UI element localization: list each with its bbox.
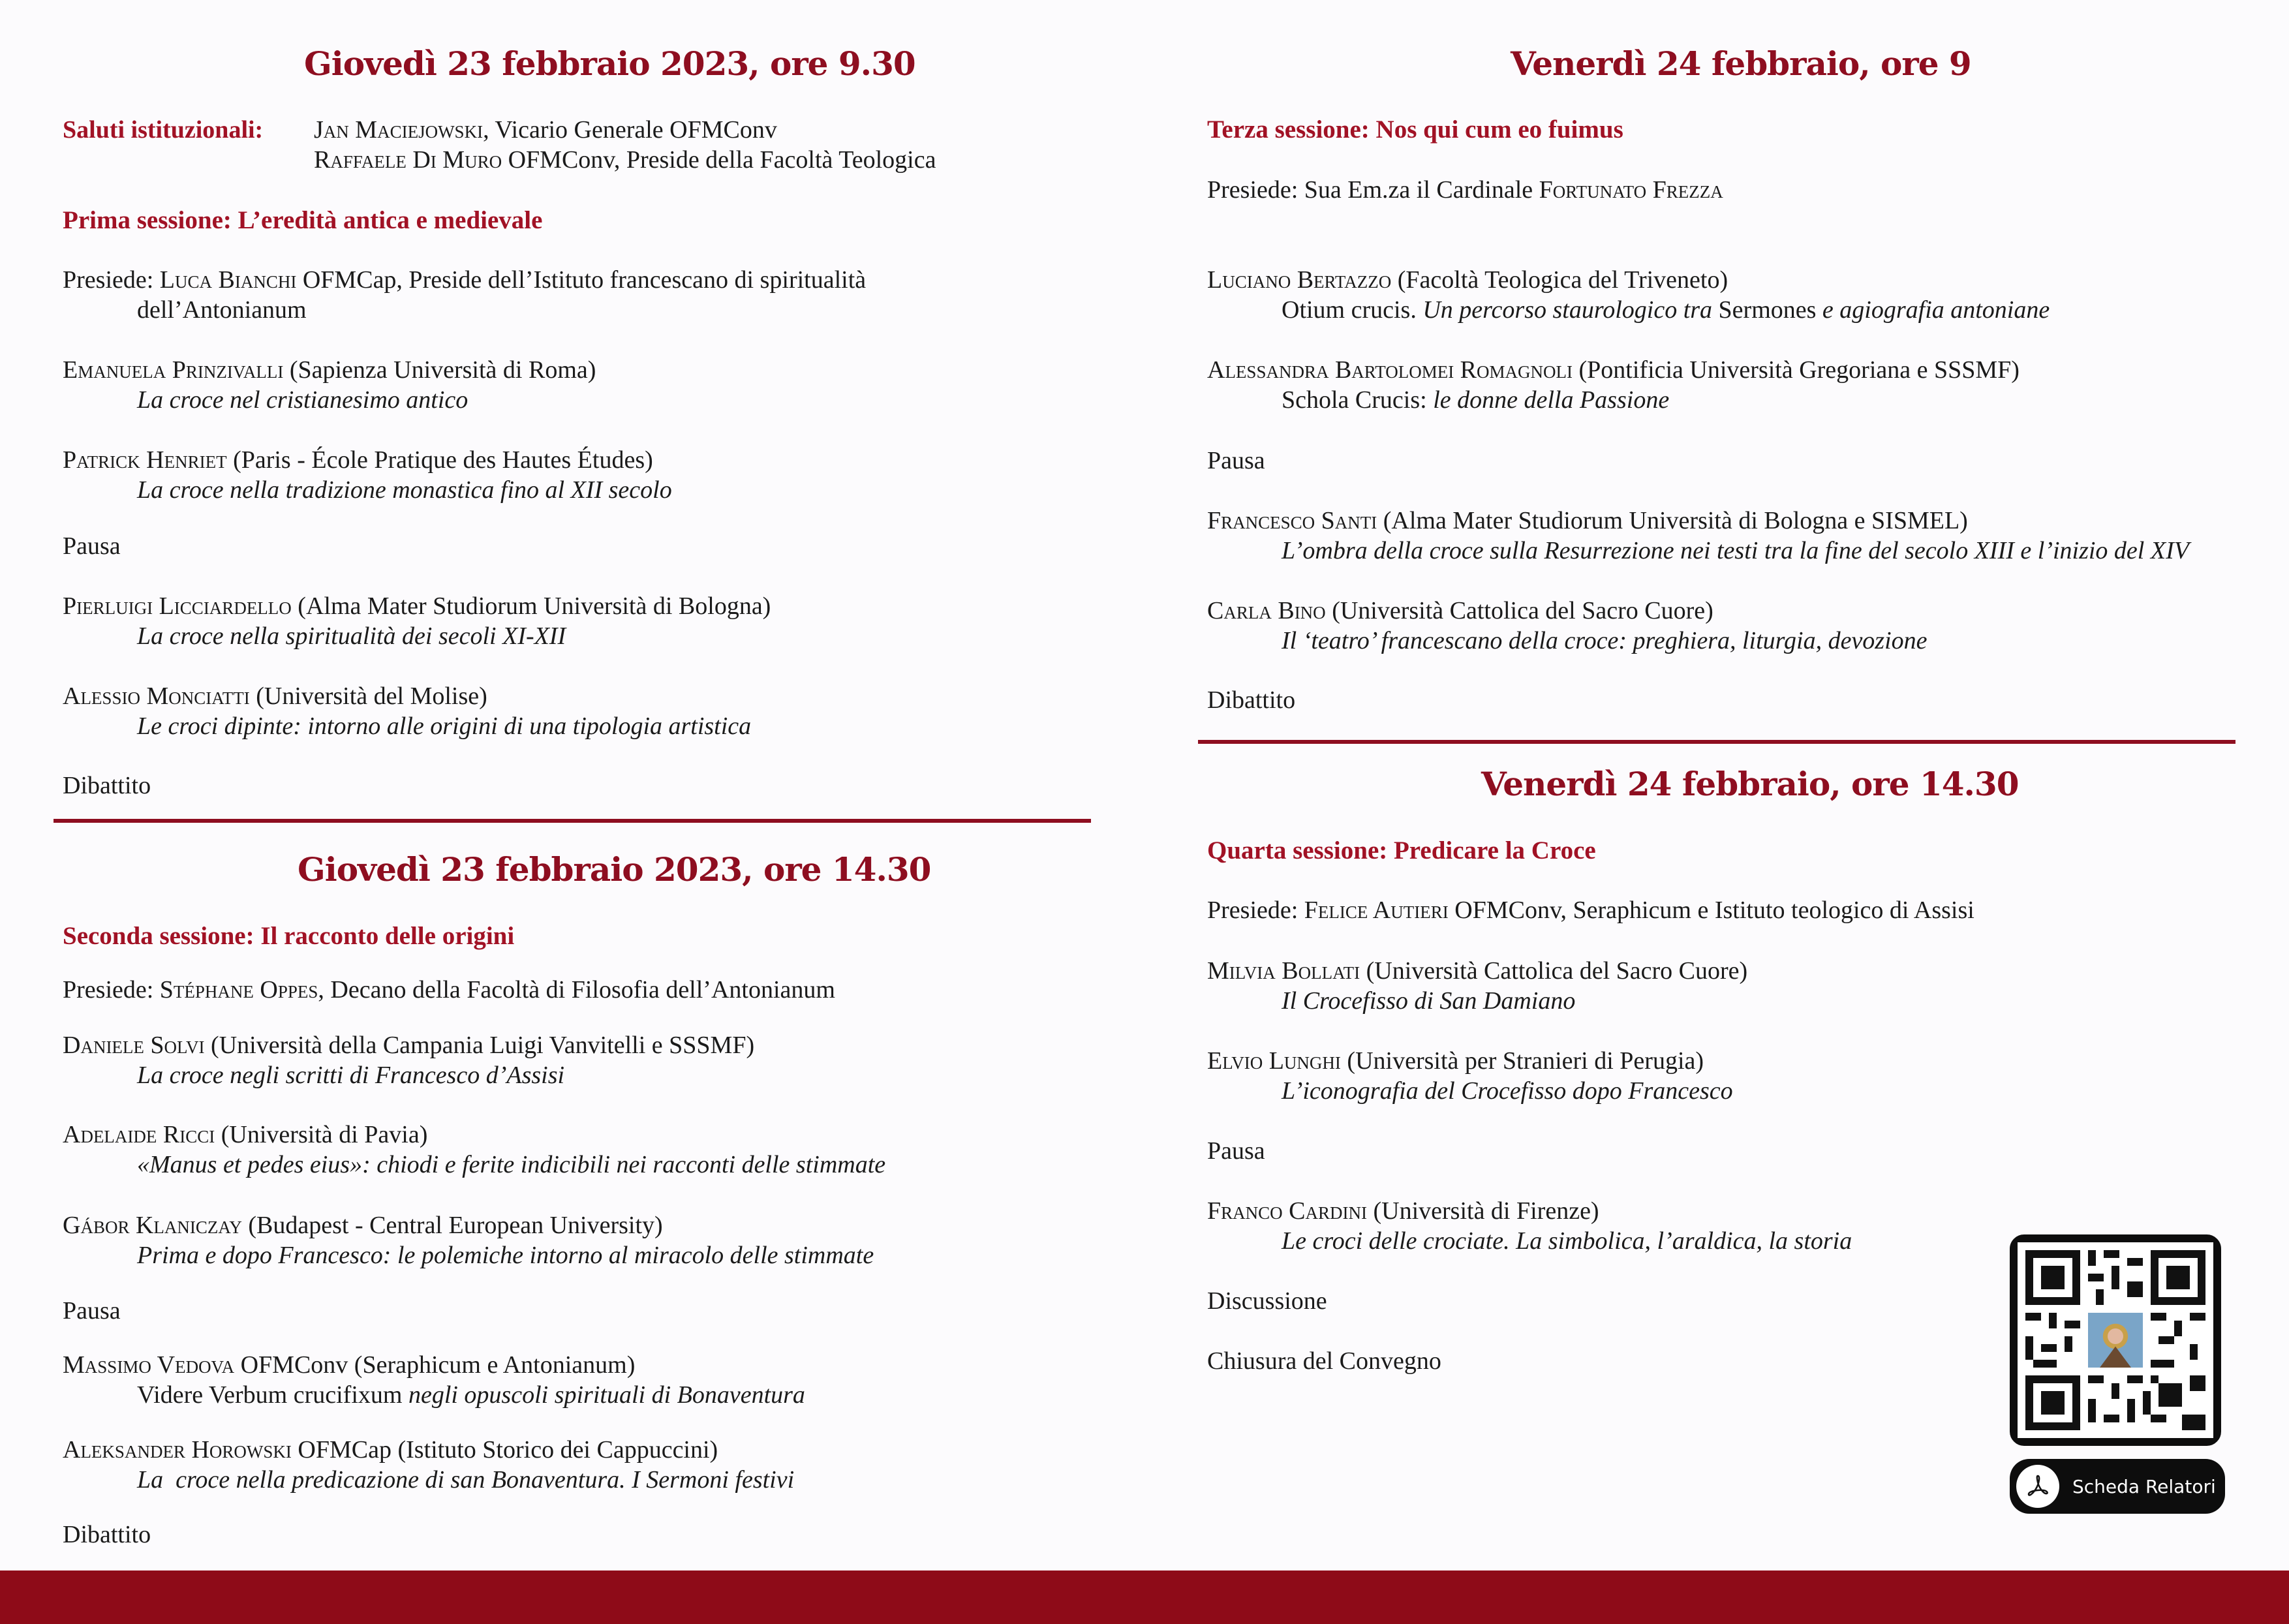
chair-label: Presiede: [63,266,160,294]
speaker-affil: (Università del Molise) [249,682,487,710]
section-divider [1198,740,2235,744]
speaker-name: Pierluigi Licciardello [63,592,292,620]
speaker-affil: OFMConv, Preside della Facoltà Teologica [502,146,936,174]
speaker-name: Adelaide Ricci [63,1121,215,1148]
speaker-name: Alessandra Bartolomei Romagnoli [1207,356,1573,384]
speaker-affil: (Università di Pavia) [215,1121,428,1148]
talk-title: La croce nella spiritualità dei secoli XI-XII [137,622,566,650]
section-divider [54,819,1091,823]
day1-afternoon-title: Giovedì 23 febbraio 2023, ore 14.30 [298,850,931,889]
chair-affil-cont: dell’Antonianum [137,296,307,324]
speaker-name: Milvia Bollati [1207,957,1360,985]
speaker-affil: (Facoltà Teologica del Triveneto) [1391,266,1728,294]
day2-afternoon-title: Venerdì 24 febbraio, ore 14.30 [1481,765,2019,803]
speaker-entry [1207,506,2189,566]
scheda-relatori-label: Scheda Relatori [2072,1475,2216,1497]
speaker-affil: (Università Cattolica del Sacro Cuore) [1325,597,1713,624]
speaker-entry [1207,1046,1733,1106]
speaker-name: Raffaele Di Muro [314,146,502,174]
speaker-name: Francesco Santi [1207,507,1377,534]
session-1-title: Prima sessione: L’eredità antica e medievale [63,206,543,234]
saluti-label: Saluti istituzionali: [63,116,264,144]
speaker-name: Elvio Lunghi [1207,1047,1341,1075]
speaker-name: Jan Maciejowski [314,116,484,144]
speaker-entry [1207,596,1928,656]
speaker-name: Alessio Monciatti [63,682,250,710]
talk-title: La croce nel cristianesimo antico [137,386,469,414]
chair-4 [1207,895,1974,925]
speaker-affil: , Vicario Generale OFMConv [483,116,777,144]
talk-title: L’iconografia del Crocefisso dopo Francesco [1282,1077,1733,1105]
saluti-names [314,115,936,175]
speaker-affil: (Università per Stranieri di Perugia) [1340,1047,1704,1075]
day1-morning-title: Giovedì 23 febbraio 2023, ore 9.30 [304,44,915,83]
speaker-name: Patrick Henriet [63,446,227,474]
talk-title: Otium crucis. [1282,296,1423,324]
chair-affil: , Decano della Facoltà di Filosofia dell’Antonianum [318,976,835,1004]
speaker-affil: (Alma Mater Studiorum Università di Bologna e SISMEL) [1377,507,1968,534]
talk-title: Le croci dipinte: intorno alle origini di una tipologia artistica [137,712,752,740]
talk-title: Videre Verbum crucifixum [137,1381,403,1409]
talk-title: La croce nella tradizione monastica fino al XII secolo [137,476,672,504]
talk-title: Schola Crucis: [1282,386,1434,414]
dibattito: Dibattito [1207,686,1296,714]
speaker-entry [63,1030,754,1090]
speaker-name: Daniele Solvi [63,1032,205,1059]
pausa: Pausa [1207,1137,1265,1165]
pausa: Pausa [1207,447,1265,474]
talk-title: Il Crocefisso di San Damiano [1282,987,1576,1015]
talk-title: La croce negli scritti di Francesco d’Assisi [137,1062,565,1089]
speaker-name: Luciano Bertazzo [1207,266,1392,294]
talk-title: Il ‘teatro’ francescano della croce: preghiera, liturgia, devozione [1282,627,1928,654]
speaker-affil: (Sapienza Università di Roma) [283,356,596,384]
pausa: Pausa [63,532,121,560]
qr-pattern-icon [2018,1242,2213,1438]
talk-title-italic: negli opuscoli spirituali di Bonaventura [402,1381,805,1409]
chiusura: Chiusura del Convegno [1207,1347,1441,1375]
talk-title-italic: le donne della Passione [1433,386,1670,414]
session-2-title: Seconda sessione: Il racconto delle origini [63,922,515,950]
speaker-affil: OFMConv (Seraphicum e Antonianum) [234,1351,636,1379]
speaker-affil: (Pontificia Università Gregoriana e SSSMF) [1573,356,2020,384]
talk-title-italic: e agiografia antoniane [1816,296,2050,324]
speaker-name: Carla Bino [1207,597,1326,624]
chair-2 [63,975,835,1005]
day2-morning-title: Venerdì 24 febbraio, ore 9 [1511,44,1971,83]
pausa: Pausa [63,1297,121,1325]
pdf-icon [2016,1465,2059,1508]
speaker-entry [63,681,751,741]
talk-title-italic: Un percorso staurologico tra [1422,296,1719,324]
session-4-title: Quarta sessione: Predicare la Croce [1207,836,1596,865]
talk-title: L’ombra della croce sulla Resurrezione nei testi tra la fine del secolo XIII e l’inizio del XIV [1282,537,2189,564]
chair-affil: OFMCap, Preside dell’Istituto francescano di spiritualità [296,266,867,294]
chair-3 [1207,175,1723,205]
speaker-entry [63,1210,874,1270]
speaker-entry [63,1120,885,1180]
chair-affil: OFMConv, Seraphicum e Istituto teologico di Assisi [1448,896,1974,924]
chair-name: Stéphane Oppes [159,976,318,1004]
dibattito: Dibattito [63,1521,151,1548]
chair-1 [63,265,866,325]
speaker-name: Gábor Klaniczay [63,1212,242,1239]
speaker-entry [1207,956,1747,1016]
speaker-entry [1207,355,2020,415]
speaker-entry [1207,1196,1852,1256]
speaker-name: Massimo Vedova [63,1351,235,1379]
chair-label: Presiede: Sua Em.za il Cardinale [1207,176,1539,204]
saluti-block [63,115,263,145]
speaker-name: Franco Cardini [1207,1197,1367,1225]
dibattito: Dibattito [63,772,151,799]
speaker-affil: (Alma Mater Studiorum Università di Bologna) [291,592,771,620]
speaker-affil: (Università di Firenze) [1366,1197,1599,1225]
talk-title: Le croci delle crociate. La simbolica, l’araldica, la storia [1282,1227,1852,1255]
speaker-affil: (Università Cattolica del Sacro Cuore) [1360,957,1748,985]
chair-label: Presiede: [1207,896,1304,924]
chair-label: Presiede: [63,976,160,1004]
session-3-title: Terza sessione: Nos qui cum eo fuimus [1207,115,1623,144]
chair-name: Felice Autieri [1304,896,1449,924]
speaker-entry [63,591,771,651]
chair-name: Luca Bianchi [159,266,297,294]
talk-title: Prima e dopo Francesco: le polemiche intorno al miracolo delle stimmate [137,1242,874,1269]
qr-code[interactable] [2010,1234,2221,1446]
speaker-entry [63,355,596,415]
discussione: Discussione [1207,1287,1327,1315]
speaker-affil: OFMCap (Istituto Storico dei Cappuccini) [291,1436,718,1463]
speaker-affil: (Università della Campania Luigi Vanvitelli e SSSMF) [204,1032,755,1059]
speaker-entry [63,1350,805,1410]
bottom-bar [0,1570,2289,1624]
speaker-entry [63,1435,794,1495]
speaker-affil: (Budapest - Central European University) [241,1212,663,1239]
talk-title: «Manus et pedes eius»: chiodi e ferite indicibili nei racconti delle stimmate [137,1151,886,1178]
speaker-name: Emanuela Prinzivalli [63,356,284,384]
speaker-name: Aleksander Horowski [63,1436,292,1463]
talk-title: Sermones [1718,296,1817,324]
speaker-entry [63,445,672,505]
speaker-affil: (Paris - École Pratique des Hautes Études) [226,446,653,474]
chair-name: Fortunato Frezza [1539,176,1723,204]
scheda-relatori-button[interactable] [2010,1459,2225,1514]
speaker-entry [1207,265,2050,325]
talk-title: La croce nella predicazione di san Bonaventura. I Sermoni festivi [137,1466,795,1494]
